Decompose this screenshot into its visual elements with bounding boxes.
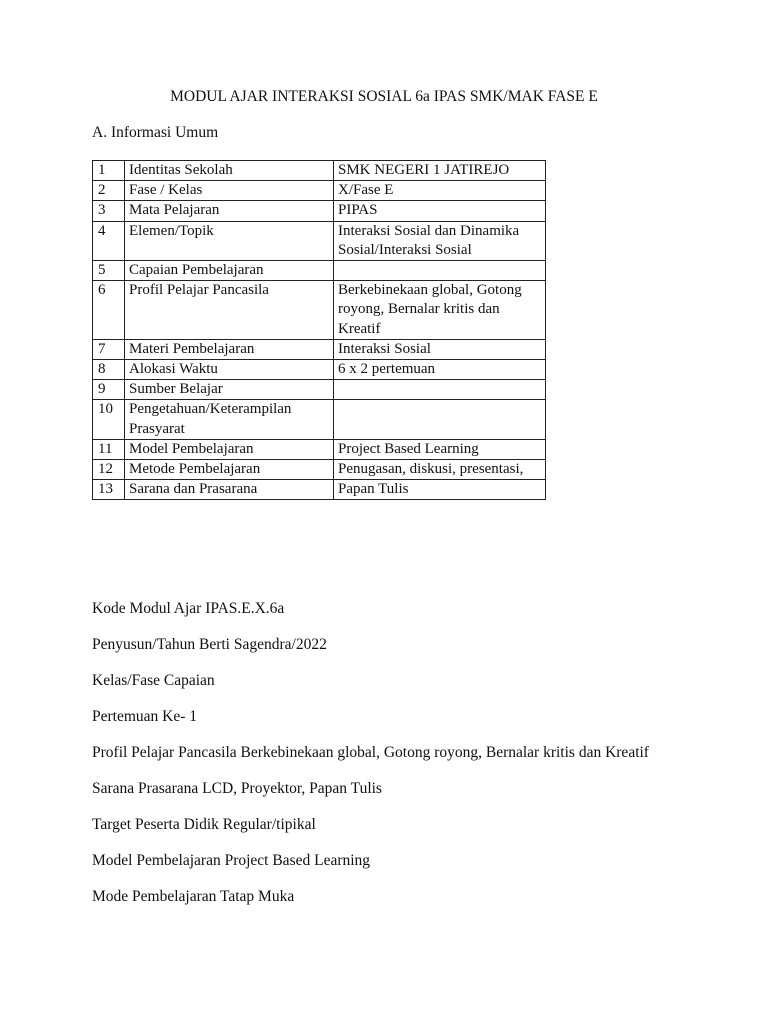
row-number: 12 [93,460,125,480]
row-value: Berkebinekaan global, Gotong royong, Bernalar kritis dan Kreatif [334,281,546,340]
table-row [93,439,546,459]
table-row [93,360,546,380]
row-value: 6 x 2 pertemuan [334,360,546,380]
row-value [334,261,546,281]
table-row [93,261,546,281]
row-item: Materi Pembelajaran [125,339,334,359]
row-number: 4 [93,221,125,260]
document-title: MODUL AJAR INTERAKSI SOSIAL 6a IPAS SMK/MAK FASE E [170,88,598,105]
row-number: 8 [93,360,125,380]
row-item: Pengetahuan/Keterampilan Prasyarat [125,400,334,439]
table-row [93,161,546,181]
detail-model-pembelajaran: Model Pembelajaran Project Based Learning [92,852,371,869]
row-item: Metode Pembelajaran [125,460,334,480]
detail-target-peserta: Target Peserta Didik Regular/tipikal [92,816,316,833]
row-value: PIPAS [334,201,546,221]
row-number: 9 [93,380,125,400]
table-row [93,221,546,260]
table-row [93,201,546,221]
detail-kelas-fase: Kelas/Fase Capaian [92,672,215,689]
detail-pertemuan: Pertemuan Ke- 1 [92,708,198,725]
row-item: Identitas Sekolah [125,161,334,181]
row-value: SMK NEGERI 1 JATIREJO [334,161,546,181]
row-value: Papan Tulis [334,480,546,500]
row-item: Mata Pelajaran [125,201,334,221]
table-row [93,480,546,500]
detail-mode-pembelajaran: Mode Pembelajaran Tatap Muka [92,888,295,905]
row-number: 10 [93,400,125,439]
row-number: 13 [93,480,125,500]
row-number: 7 [93,339,125,359]
row-value [334,380,546,400]
row-item: Elemen/Topik [125,221,334,260]
row-value: Project Based Learning [334,439,546,459]
detail-sarana-prasarana: Sarana Prasarana LCD, Proyektor, Papan Tulis [92,780,382,797]
row-value: Interaksi Sosial [334,339,546,359]
row-item: Alokasi Waktu [125,360,334,380]
module-details [92,599,682,923]
row-value: Penugasan, diskusi, presentasi, [334,460,546,480]
row-number: 6 [93,281,125,340]
info-table [92,160,546,500]
row-item: Capaian Pembelajaran [125,261,334,281]
table-row [93,281,546,340]
row-item: Profil Pelajar Pancasila [125,281,334,340]
row-item: Fase / Kelas [125,181,334,201]
row-number: 3 [93,201,125,221]
row-number: 5 [93,261,125,281]
section-heading: A. Informasi Umum [92,124,219,141]
row-number: 11 [93,439,125,459]
table-row [93,460,546,480]
row-item: Model Pembelajaran [125,439,334,459]
row-value [334,400,546,439]
table-row [93,339,546,359]
row-item: Sarana dan Prasarana [125,480,334,500]
detail-kode-modul: Kode Modul Ajar IPAS.E.X.6a [92,600,285,617]
row-value: Interaksi Sosial dan Dinamika Sosial/Interaksi Sosial [334,221,546,260]
detail-penyusun: Penyusun/Tahun Berti Sagendra/2022 [92,636,327,653]
table-row [93,181,546,201]
row-number: 2 [93,181,125,201]
detail-profil-pelajar: Profil Pelajar Pancasila Berkebinekaan global, Gotong royong, Bernalar kritis dan Kreatif [92,744,649,761]
table-row [93,380,546,400]
table-row [93,400,546,439]
row-number: 1 [93,161,125,181]
row-value: X/Fase E [334,181,546,201]
row-item: Sumber Belajar [125,380,334,400]
